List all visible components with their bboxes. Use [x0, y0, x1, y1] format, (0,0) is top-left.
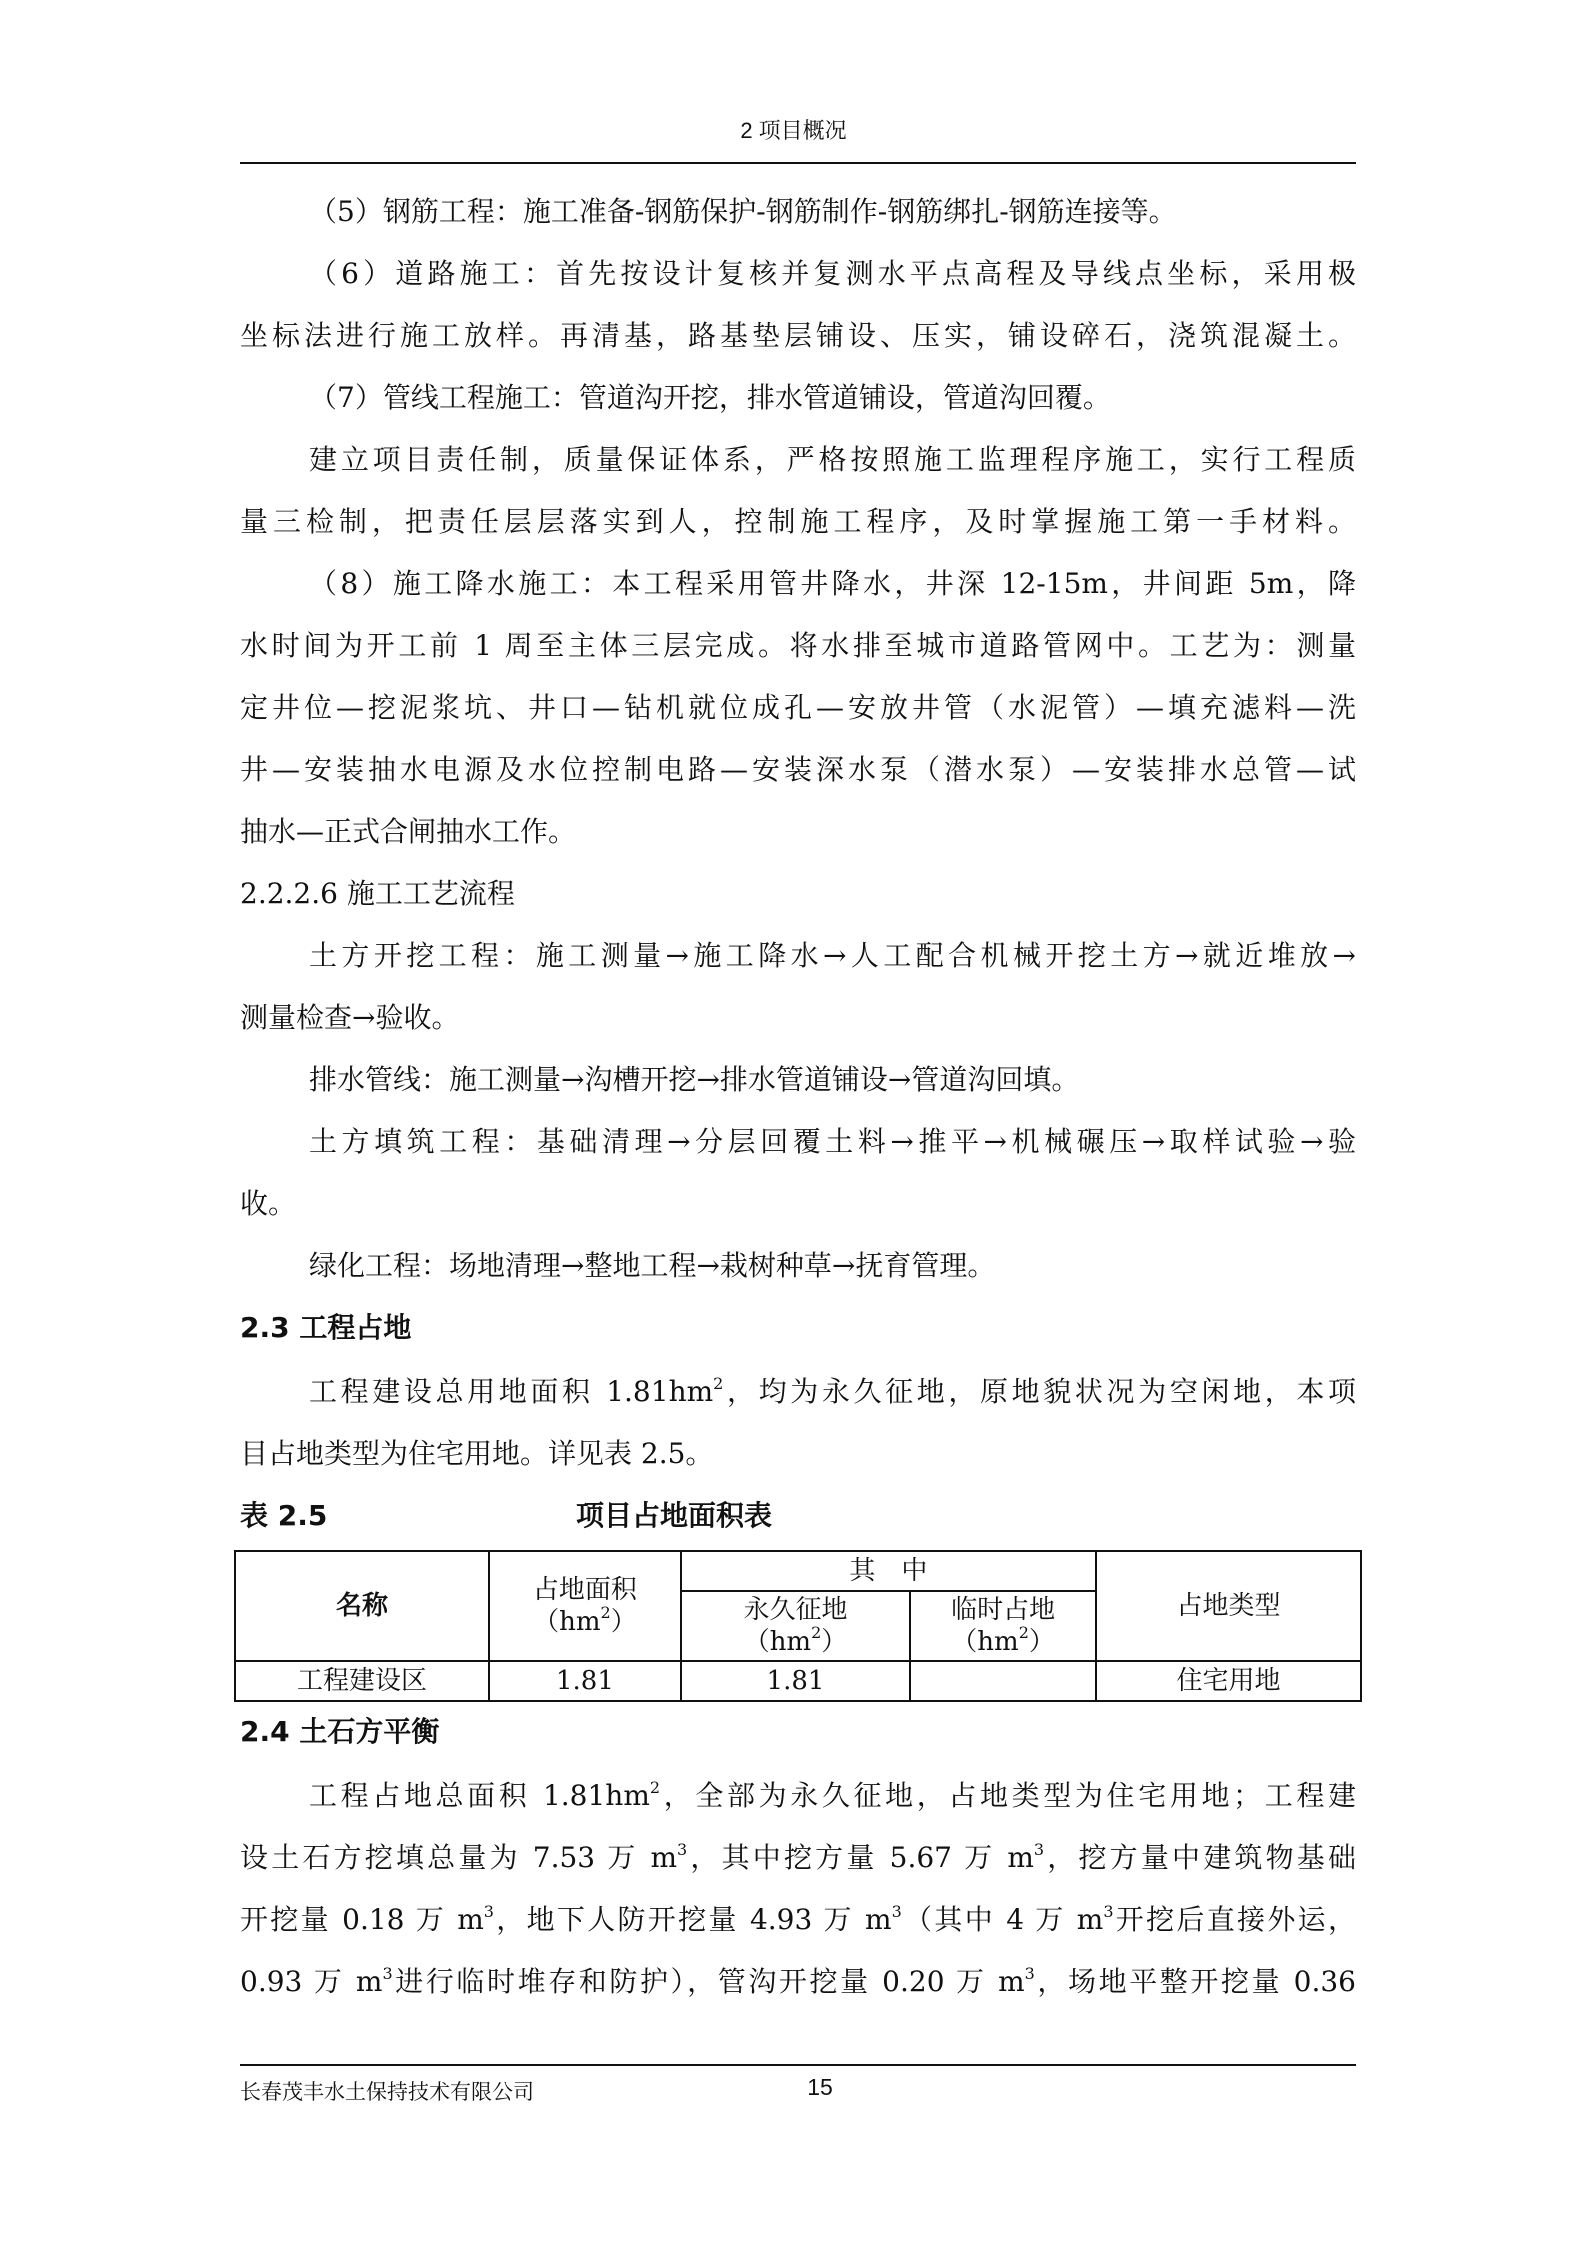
- page-number: 15: [807, 2074, 833, 2100]
- paragraph-line: 井—安装抽水电源及水位控制电路—安装深水泵（潜水泵）—安装排水总管—试: [240, 753, 1356, 786]
- header-permanent: 永久征地 $(hm^2)$: [681, 1591, 911, 1661]
- paragraph-line: 工程建设总用地面积 $1.81hm^2$，均为永久征地，原地貌状况为空闲地，本项: [309, 1374, 1356, 1408]
- paragraph-line: 土方开挖工程：施工测量→施工降水→人工配合机械开挖土方→就近堆放→: [309, 939, 1356, 972]
- table-caption-title: 项目占地面积表: [576, 1499, 773, 1532]
- paragraph-line: 排水管线：施工测量→沟槽开挖→排水管道铺设→管道沟回填。: [309, 1063, 1080, 1096]
- cell-name: 工程建设区: [235, 1661, 489, 1701]
- cell-temporary: [910, 1661, 1096, 1701]
- paragraph-line: 建立项目责任制，质量保证体系，严格按照施工监理程序施工，实行工程质: [309, 443, 1356, 476]
- footer-rule: [240, 2064, 1356, 2066]
- cell-area: 1.81: [489, 1661, 681, 1701]
- paragraph-line: （7）管线工程施工：管道沟开挖，排水管道铺设，管道沟回覆。: [309, 381, 1111, 414]
- header-rule: [240, 162, 1356, 164]
- paragraph-line: 定井位—挖泥浆坑、井口—钻机就位成孔—安放井管（水泥管）—填充滤料—洗: [240, 691, 1356, 724]
- paragraph-line: （8）施工降水施工：本工程采用管井降水，井深 12-15m，井间距 5m，降: [309, 567, 1356, 600]
- section-heading-2-3: 2.3 工程占地: [240, 1311, 412, 1344]
- paragraph-line: 开挖量 0.18 万 $m^3$，地下人防开挖量 4.93 万 $m^3$（其中 4 万 $m^3$开挖后直接外运，: [240, 1902, 1356, 1936]
- table-row: [235, 1661, 1361, 1701]
- header-group: 其 中: [681, 1551, 1096, 1591]
- subsection-heading: 2.2.2.6 施工工艺流程: [240, 877, 515, 910]
- paragraph-line: 坐标法进行施工放样。再清基，路基垫层铺设、压实，铺设碎石，浇筑混凝土。: [240, 319, 1356, 352]
- header-temporary: 临时占地 $(hm^2)$: [910, 1591, 1096, 1661]
- paragraph-line: 量三检制，把责任层层落实到人，控制施工程序，及时掌握施工第一手材料。: [240, 505, 1356, 538]
- paragraph-line: 设土石方挖填总量为 7.53 万 $m^3$，其中挖方量 5.67 万 $m^3$，挖方量中建筑物基础: [240, 1840, 1356, 1874]
- paragraph-line: 测量检查→验收。: [240, 1001, 460, 1034]
- header-name: 名称: [235, 1551, 489, 1661]
- paragraph-line: 收。: [240, 1187, 297, 1220]
- footer-company: 长春茂丰水土保持技术有限公司: [240, 2080, 534, 2104]
- section-heading-2-4: 2.4 土石方平衡: [240, 1715, 440, 1748]
- page-header-title: 2 项目概况: [740, 118, 847, 143]
- header-type: 占地类型: [1096, 1551, 1361, 1661]
- paragraph-line: 土方填筑工程：基础清理→分层回覆土料→推平→机械碾压→取样试验→验: [309, 1125, 1356, 1158]
- paragraph-line: 水时间为开工前 1 周至主体三层完成。将水排至城市道路管网中。工艺为：测量: [240, 629, 1356, 662]
- paragraph-line: 绿化工程：场地清理→整地工程→栽树种草→抚育管理。: [309, 1249, 996, 1282]
- paragraph-line: （6）道路施工：首先按设计复核并复测水平点高程及导线点坐标，采用极: [309, 257, 1356, 290]
- paragraph-line: 目占地类型为住宅用地。详见表 2.5。: [240, 1437, 714, 1470]
- paragraph-line: （5）钢筋工程：施工准备-钢筋保护-钢筋制作-钢筋绑扎-钢筋连接等。: [309, 195, 1177, 228]
- land-area-table: [234, 1550, 1362, 1702]
- header-area: 占地面积 $(hm^2)$: [489, 1551, 681, 1661]
- cell-permanent: 1.81: [681, 1661, 911, 1701]
- cell-type: 住宅用地: [1096, 1661, 1361, 1701]
- table-caption-number: 表 2.5: [240, 1499, 328, 1532]
- paragraph-line: 工程占地总面积 $1.81hm^2$，全部为永久征地，占地类型为住宅用地；工程建: [309, 1778, 1356, 1812]
- paragraph-line: 0.93 万 $m^3$进行临时堆存和防护），管沟开挖量 0.20 万 $m^3$，场地平整开挖量 0.36: [240, 1964, 1356, 1998]
- paragraph-line: 抽水—正式合闸抽水工作。: [240, 815, 577, 848]
